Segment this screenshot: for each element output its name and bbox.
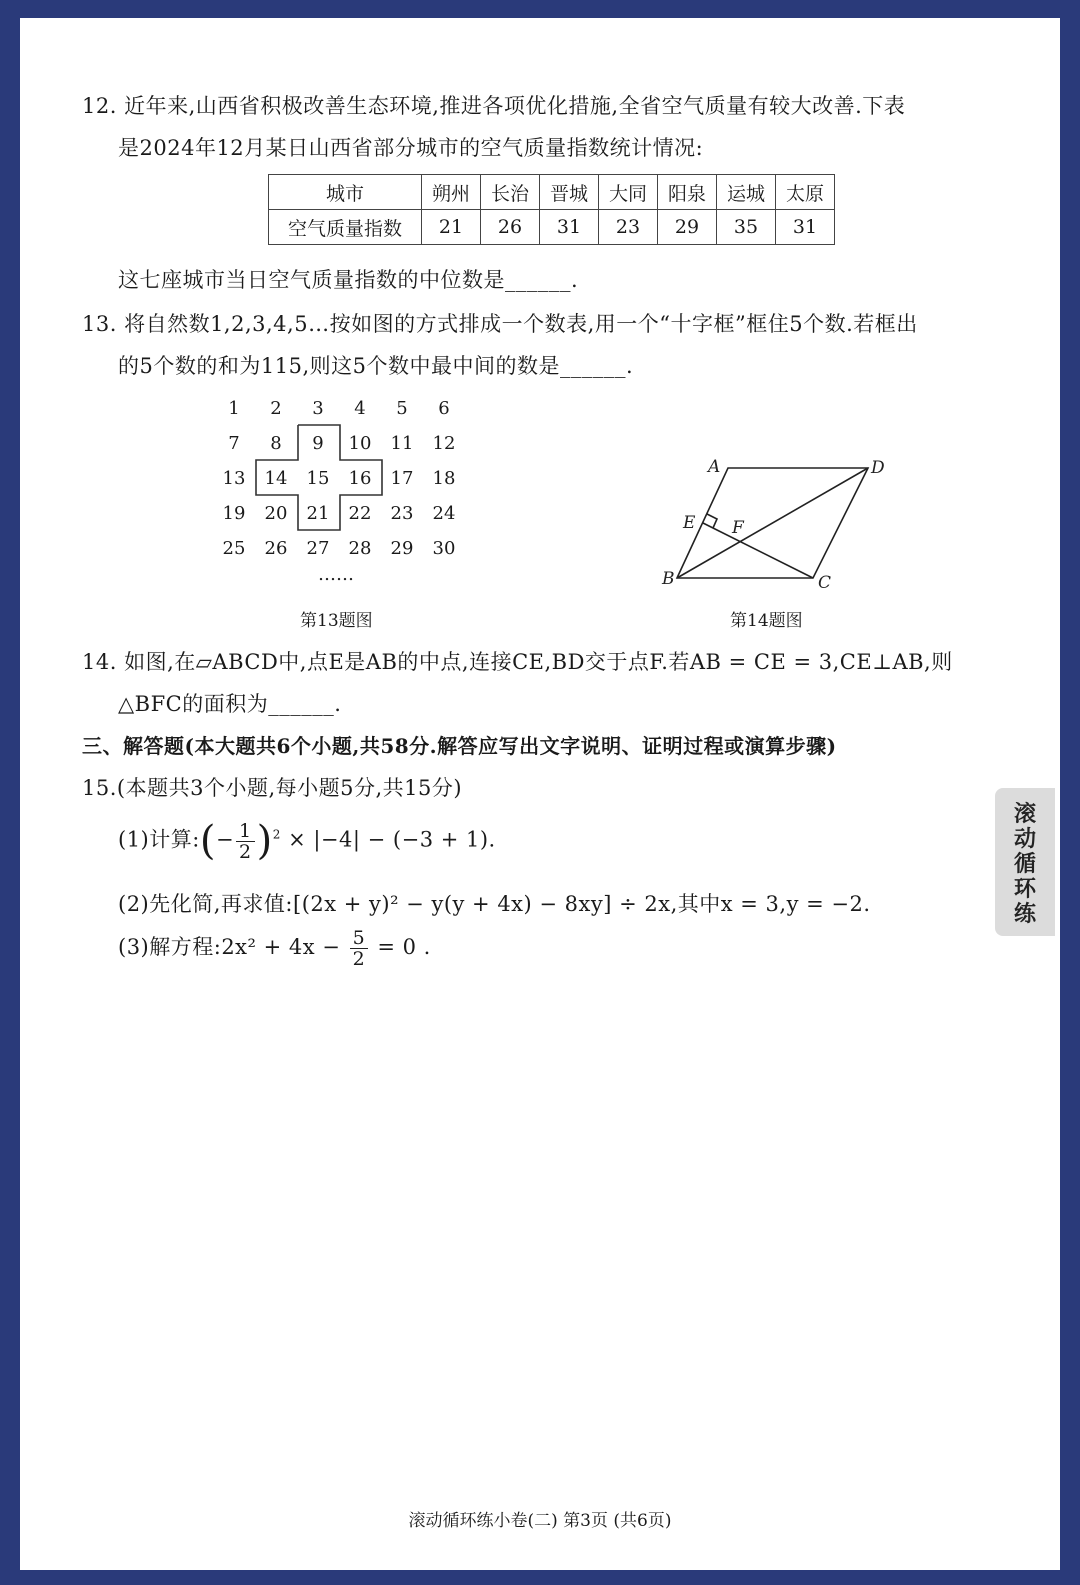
grid-number: 22	[348, 503, 372, 524]
q15-part2: (2)先化简,再求值:[(2x + y)² − y(y + 4x) − 8xy] ÷ 2x,其中x = 3,y = −2.	[118, 892, 871, 916]
grid-number: 14	[264, 468, 288, 489]
page-footer: 滚动循环练小卷(二) 第3页 (共6页)	[408, 1511, 672, 1531]
label-E: E	[683, 513, 696, 533]
aqi-cell: 26	[481, 210, 540, 245]
grid-number: 18	[432, 468, 456, 489]
grid-number: 7	[228, 433, 240, 454]
grid-number: 27	[306, 538, 330, 559]
q12-question: 这七座城市当日空气质量指数的中位数是______.	[118, 268, 579, 292]
label-D: D	[871, 458, 885, 478]
city-cell: 长治	[481, 175, 540, 210]
fraction-five-halves: $\frac{5}{2}$	[350, 928, 369, 969]
q14-line2: △BFC的面积为______.	[118, 692, 342, 716]
grid-number: 26	[264, 538, 288, 559]
grid-number: 10	[348, 433, 372, 454]
grid-number: 19	[222, 503, 246, 524]
grid-number: 30	[432, 538, 456, 559]
q15-p3-prefix: (3)解方程:2x² + 4x −	[118, 935, 341, 959]
q12-line2: 是2024年12月某日山西省部分城市的空气质量指数统计情况:	[118, 136, 704, 160]
exam-page	[20, 18, 1060, 1570]
table-header-aqi: 空气质量指数	[269, 210, 422, 245]
q15-intro: 15.(本题共3个小题,每小题5分,共15分)	[82, 776, 463, 800]
grid-number: 9	[312, 433, 324, 454]
aqi-cell: 35	[717, 210, 776, 245]
grid-number: 21	[306, 503, 330, 524]
grid-number: 20	[264, 503, 288, 524]
side-tab	[995, 788, 1055, 936]
aqi-cell: 31	[776, 210, 835, 245]
grid-number: 12	[432, 433, 456, 454]
grid-number: 24	[432, 503, 456, 524]
q13-line1: 13. 将自然数1,2,3,4,5…按如图的方式排成一个数表,用一个“十字框”框住5个数.若框出	[82, 312, 918, 336]
section3-heading: 三、解答题(本大题共6个小题,共58分.解答应写出文字说明、证明过程或演算步骤)	[82, 734, 837, 758]
grid-number: 15	[306, 468, 330, 489]
grid-number: 29	[390, 538, 414, 559]
q15-part3	[118, 928, 431, 969]
q13-caption: 第13题图	[300, 611, 373, 631]
grid-number: 11	[390, 433, 414, 454]
q15-p1-prefix: (1)计算:	[118, 827, 200, 852]
q15-part1: (1)计算:(− $\frac{1}{2}$ )$^2$ × |−4| − (−3 + 1).	[118, 818, 496, 864]
grid-number: 28	[348, 538, 372, 559]
q14-caption: 第14题图	[730, 611, 803, 631]
city-cell: 大同	[599, 175, 658, 210]
city-cell: 太原	[776, 175, 835, 210]
grid-number: 8	[270, 433, 282, 454]
grid-number: 4	[354, 398, 366, 419]
aqi-cell: 23	[599, 210, 658, 245]
grid-number: 1	[228, 398, 240, 419]
city-cell: 晋城	[540, 175, 599, 210]
table-header-city: 城市	[269, 175, 422, 210]
q15-p1-rest: × |−4| − (−3 + 1).	[288, 827, 496, 852]
grid-number: 5	[396, 398, 408, 419]
grid-ellipsis: ……	[318, 564, 354, 585]
fraction-half: $\frac{1}{2}$	[236, 821, 255, 862]
grid-number: 25	[222, 538, 246, 559]
city-cell: 运城	[717, 175, 776, 210]
q12-line1: 12. 近年来,山西省积极改善生态环境,推进各项优化措施,全省空气质量有较大改善.下表	[82, 94, 906, 118]
label-C: C	[818, 573, 832, 593]
grid-number: 17	[390, 468, 414, 489]
grid-number: 23	[390, 503, 414, 524]
label-F: F	[732, 518, 744, 538]
city-cell: 朔州	[422, 175, 481, 210]
q15-p3-rest: = 0 .	[377, 935, 431, 959]
q13-line2: 的5个数的和为115,则这5个数中最中间的数是______.	[118, 354, 634, 378]
grid-number: 6	[438, 398, 450, 419]
parallelogram-figure	[640, 448, 930, 618]
q14-line1: 14. 如图,在▱ABCD中,点E是AB的中点,连接CE,BD交于点F.若AB = CE = 3,CE⊥AB,则	[82, 650, 953, 674]
city-cell: 阳泉	[658, 175, 717, 210]
aqi-cell: 29	[658, 210, 717, 245]
grid-number: 13	[222, 468, 246, 489]
side-tab-label: 滚动循环练	[1014, 802, 1037, 927]
grid-number: 16	[348, 468, 372, 489]
label-B: B	[662, 569, 675, 589]
grid-number: 3	[312, 398, 324, 419]
aqi-cell: 21	[422, 210, 481, 245]
aqi-cell: 31	[540, 210, 599, 245]
label-A: A	[708, 457, 721, 477]
grid-number: 2	[270, 398, 282, 419]
